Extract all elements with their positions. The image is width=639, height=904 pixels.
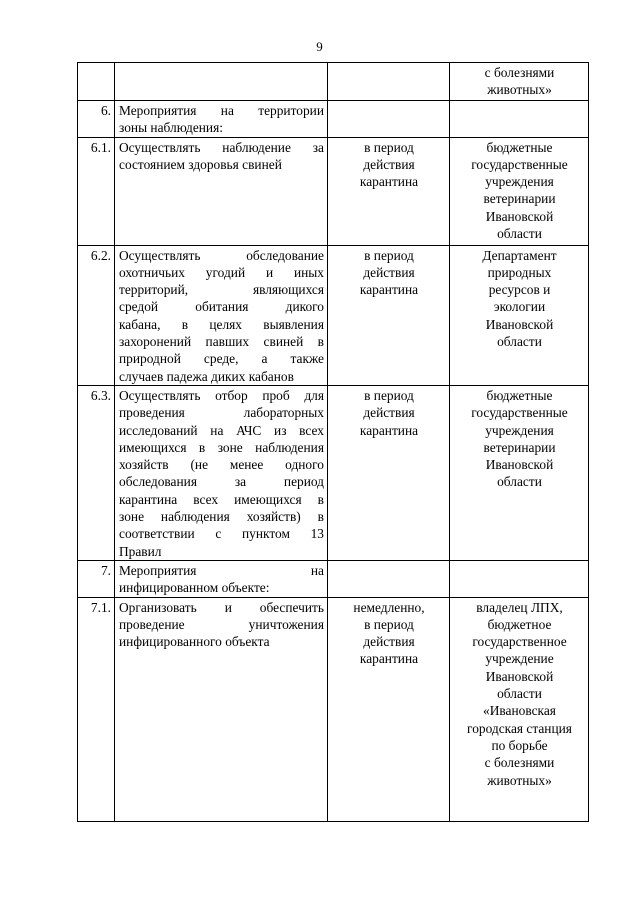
task-line: карантина всех имеющихся в bbox=[119, 491, 324, 507]
period-cell bbox=[328, 385, 450, 560]
responsible-line: учреждения bbox=[485, 174, 554, 190]
period-line: действия bbox=[363, 405, 415, 421]
row-number: 7.1. bbox=[90, 599, 111, 615]
row-number: 6.3. bbox=[90, 387, 111, 403]
task-line: Осуществлять наблюдение за bbox=[119, 139, 324, 155]
task-line: имеющихся в зоне наблюдения bbox=[119, 439, 324, 455]
responsible-line: области bbox=[497, 686, 542, 702]
responsible-line: Ивановской bbox=[485, 457, 554, 473]
row-number-cell bbox=[78, 101, 115, 138]
task-cell bbox=[115, 137, 328, 245]
responsible-cell bbox=[450, 101, 589, 138]
responsible-cell bbox=[450, 385, 589, 560]
row-number: 6.2. bbox=[90, 247, 111, 263]
task-line: природной среде, а также bbox=[119, 351, 324, 367]
row-number-cell bbox=[78, 245, 115, 385]
period-cell bbox=[328, 245, 450, 385]
task-line: зоне наблюдения хозяйств) в bbox=[119, 509, 324, 525]
task-cell bbox=[115, 101, 328, 138]
responsible-line: с болезнями bbox=[484, 755, 555, 771]
task-line: Осуществлять обследование bbox=[119, 247, 324, 263]
responsible-line: животных» bbox=[487, 82, 552, 98]
responsible-line: ветеринарии bbox=[483, 191, 556, 207]
responsible-cell bbox=[450, 137, 589, 245]
task-cell bbox=[115, 63, 328, 101]
task-line: инфицированного объекта bbox=[119, 634, 270, 650]
task-line: случаев падежа диких кабанов bbox=[119, 368, 294, 384]
responsible-line: Ивановской bbox=[485, 316, 554, 332]
row-number-cell bbox=[78, 385, 115, 560]
table-row bbox=[78, 101, 589, 138]
responsible-line: природных bbox=[487, 264, 552, 280]
period-cell bbox=[328, 101, 450, 138]
responsible-line: экологии bbox=[493, 299, 546, 315]
period-line: в период bbox=[364, 139, 414, 155]
page-number: 9 bbox=[316, 39, 323, 54]
responsible-line: Ивановской bbox=[485, 208, 554, 224]
period-line: в период bbox=[364, 247, 414, 263]
responsible-line: Департамент bbox=[482, 247, 557, 263]
task-line: хозяйств (не менее одного bbox=[119, 457, 324, 473]
responsible-line: городская станция bbox=[467, 720, 572, 736]
responsible-line: области bbox=[497, 334, 542, 350]
period-line: в период bbox=[364, 616, 414, 632]
responsible-line: бюджетные bbox=[486, 139, 553, 155]
row-number-cell bbox=[78, 560, 115, 597]
row-number-cell bbox=[78, 597, 115, 821]
responsible-cell bbox=[450, 560, 589, 597]
period-line: в период bbox=[364, 387, 414, 403]
responsible-line: области bbox=[497, 474, 542, 490]
period-line: действия bbox=[363, 634, 415, 650]
period-cell bbox=[328, 137, 450, 245]
responsible-line: с болезнями bbox=[484, 65, 555, 80]
row-number: 6. bbox=[100, 103, 111, 118]
responsible-line: учреждение bbox=[485, 651, 554, 667]
responsible-line: животных» bbox=[487, 772, 552, 788]
task-cell bbox=[115, 245, 328, 385]
responsible-line: государственные bbox=[471, 405, 568, 421]
table-row bbox=[78, 63, 589, 101]
task-line: проведения лабораторных bbox=[119, 405, 324, 421]
table-row bbox=[78, 385, 589, 560]
task-cell bbox=[115, 597, 328, 821]
responsible-line: бюджетное bbox=[487, 616, 552, 632]
responsible-line: учреждения bbox=[485, 422, 554, 438]
period-line: действия bbox=[363, 156, 415, 172]
responsible-line: ресурсов и bbox=[488, 282, 551, 298]
period-cell bbox=[328, 560, 450, 597]
table-row bbox=[78, 597, 589, 821]
period-line: карантина bbox=[359, 651, 419, 667]
task-line: территорий, являющихся bbox=[119, 282, 324, 298]
responsible-cell bbox=[450, 245, 589, 385]
task-line: Организовать и обеспечить bbox=[119, 599, 324, 615]
task-line: захоронений павших свиней в bbox=[119, 334, 324, 350]
task-line: обследования за период bbox=[119, 474, 324, 490]
task-line: Правил bbox=[119, 543, 162, 559]
table-row bbox=[78, 560, 589, 597]
period-line: немедленно, bbox=[353, 599, 425, 615]
responsible-line: бюджетные bbox=[486, 387, 553, 403]
responsible-line: государственные bbox=[471, 156, 568, 172]
task-line: охотничьих угодий и иных bbox=[119, 264, 324, 280]
task-line: соответствии с пунктом 13 bbox=[119, 526, 324, 542]
period-line: карантина bbox=[359, 174, 419, 190]
task-line: исследований на АЧС из всех bbox=[119, 422, 324, 438]
responsible-line: владелец ЛПХ, bbox=[476, 599, 563, 615]
task-cell bbox=[115, 385, 328, 560]
row-number-cell bbox=[78, 63, 115, 101]
task-line: Осуществлять отбор проб для bbox=[119, 387, 324, 403]
responsible-line: «Ивановская bbox=[483, 703, 556, 719]
responsible-line: государственное bbox=[472, 634, 567, 650]
responsible-cell bbox=[450, 597, 589, 821]
measures-table bbox=[77, 62, 589, 822]
task-line: кабана, в целях выявления bbox=[119, 316, 324, 332]
task-line: инфицированном объекте: bbox=[119, 580, 270, 596]
task-line: зоны наблюдения: bbox=[119, 120, 223, 136]
period-line: карантина bbox=[359, 422, 419, 438]
responsible-line: Ивановской bbox=[485, 668, 554, 684]
task-line: средой обитания дикого bbox=[119, 299, 324, 315]
period-line: карантина bbox=[359, 282, 419, 298]
table-row bbox=[78, 245, 589, 385]
period-cell bbox=[328, 597, 450, 821]
row-number: 6.1. bbox=[90, 139, 111, 155]
row-number: 7. bbox=[100, 562, 111, 578]
row-number-cell bbox=[78, 137, 115, 245]
period-line: действия bbox=[363, 264, 415, 280]
table-row bbox=[78, 137, 589, 245]
task-line: проведение уничтожения bbox=[119, 616, 324, 632]
responsible-line: ветеринарии bbox=[483, 439, 556, 455]
task-line: Мероприятия на территории bbox=[119, 103, 324, 118]
responsible-line: области bbox=[497, 226, 542, 242]
task-line: состоянием здоровья свиней bbox=[119, 156, 282, 172]
task-cell bbox=[115, 560, 328, 597]
responsible-line: по борьбе bbox=[491, 737, 548, 753]
period-cell bbox=[328, 63, 450, 101]
task-line: Мероприятия на bbox=[119, 562, 324, 578]
responsible-cell bbox=[450, 63, 589, 101]
